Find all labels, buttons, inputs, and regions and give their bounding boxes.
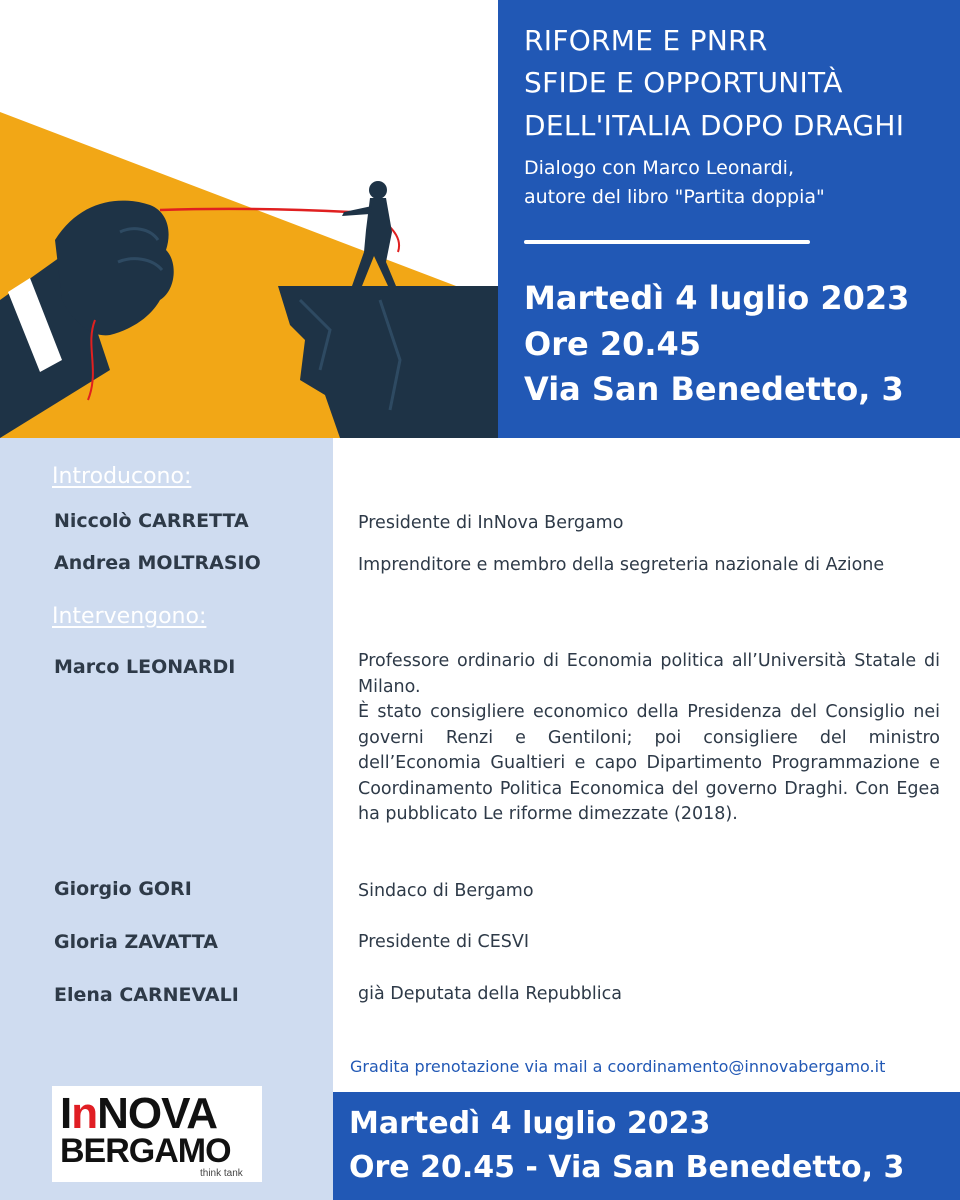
hero-illustration	[0, 0, 498, 438]
section-heading-introducono: Introducono:	[52, 464, 192, 489]
innova-bergamo-logo	[52, 1086, 262, 1182]
speaker-name: Marco LEONARDI	[54, 656, 236, 678]
speaker-name: Giorgio GORI	[54, 878, 192, 900]
logo-accent-letter: n	[71, 1089, 98, 1138]
speaker-name: Andrea MOLTRASIO	[54, 552, 261, 574]
figure-head	[369, 181, 387, 199]
speaker-bio-role: Professore ordinario di Economia politica all’Università Statale di Milano.	[358, 651, 940, 697]
event-subtitle-line-2: autore del libro "Partita doppia"	[524, 186, 825, 208]
speaker-role: Imprenditore e membro della segreteria nazionale di Azione	[358, 555, 885, 575]
event-title-line-2: SFIDE E OPPORTUNITÀ	[524, 66, 843, 99]
speaker-bio-details: È stato consigliere economico della Presidenza del Consiglio nei governi Renzi e Gentiloni; poi consigliere del ministro dell’Economia Gualtieri e capo Dipartimento Programmazione e Coordinamento Politica Economica del governo Draghi. Con Egea ha pubblicato Le riforme dimezzate (2018).	[358, 702, 940, 824]
footer-panel	[333, 1092, 960, 1200]
logo-letters: NOVA	[97, 1089, 217, 1138]
logo-letter: I	[60, 1089, 72, 1138]
header-panel	[498, 0, 960, 438]
speaker-role: Sindaco di Bergamo	[358, 881, 534, 901]
section-heading-intervengono: Intervengono:	[52, 604, 207, 629]
footer-date: Martedì 4 luglio 2023	[349, 1106, 711, 1141]
speaker-name: Elena CARNEVALI	[54, 984, 239, 1006]
event-title-line-3: DELL'ITALIA DOPO DRAGHI	[524, 109, 905, 142]
tug-of-war-illustration	[0, 0, 498, 438]
footer-time-address: Ore 20.45 - Via San Benedetto, 3	[349, 1150, 905, 1185]
logo-city: BERGAMO	[60, 1132, 231, 1170]
event-time: Ore 20.45	[524, 325, 702, 363]
event-subtitle-line-1: Dialogo con Marco Leonardi,	[524, 157, 794, 179]
speaker-role: Presidente di InNova Bergamo	[358, 513, 624, 533]
event-title-line-1: RIFORME E PNRR	[524, 24, 768, 57]
speaker-bio	[358, 649, 940, 828]
reservation-note: Gradita prenotazione via mail a coordinamento@innovabergamo.it	[350, 1057, 886, 1076]
header-divider	[524, 240, 810, 244]
speaker-role: già Deputata della Repubblica	[358, 984, 622, 1004]
event-date: Martedì 4 luglio 2023	[524, 279, 910, 317]
event-address: Via San Benedetto, 3	[524, 370, 904, 408]
speaker-name: Gloria ZAVATTA	[54, 931, 218, 953]
speaker-role: Presidente di CESVI	[358, 932, 530, 952]
logo-tagline: think tank	[200, 1168, 243, 1179]
speaker-name: Niccolò CARRETTA	[54, 510, 249, 532]
logo-wordmark	[60, 1089, 217, 1138]
